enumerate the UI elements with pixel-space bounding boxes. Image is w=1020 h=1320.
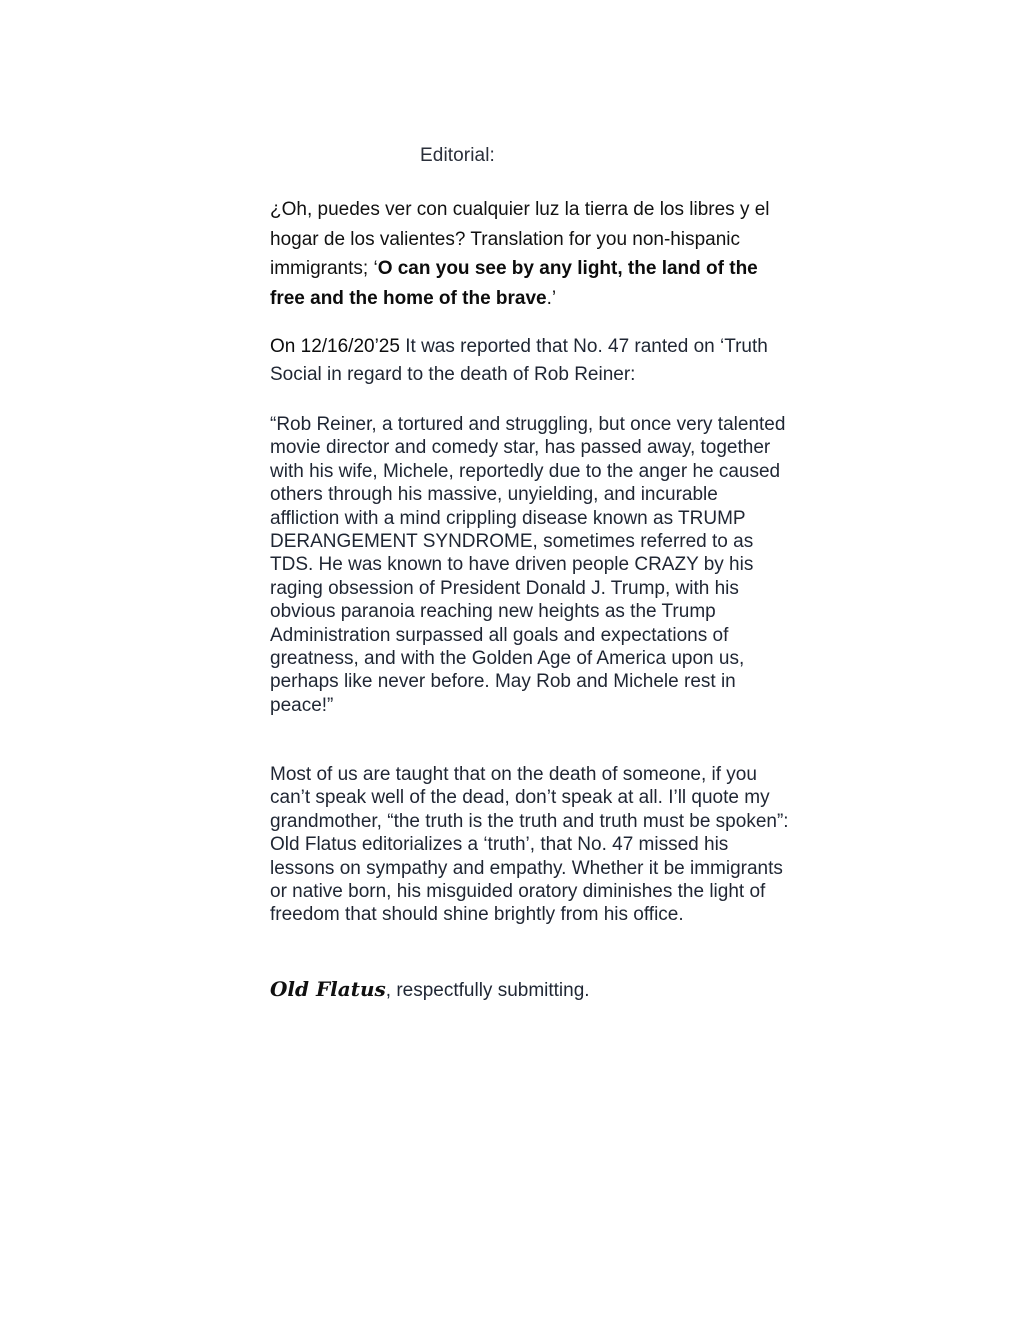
anthem-closing-quote: .’ [546,287,557,309]
editorial-heading: Editorial: [420,145,495,166]
signoff-text: , respectfully submitting. [385,980,590,1001]
anthem-english-bold: O can you see by any light, the land of the free and the home of the brave [270,258,758,309]
author-signature: Old Flatus [270,977,386,1001]
report-paragraph [270,333,790,389]
signoff-line [270,974,790,1006]
report-date: On 12/16/20’25 [270,336,400,357]
closing-paragraph: Most of us are taught that on the death of someone, if you can’t speak well of the dead, don’t speak at all. I’ll quote my grandmother, “the truth is the truth and truth must be spoken”: Old Flatus editorializes a ‘truth’, that No. 47 missed his lessons on sympathy and empathy. Whether it be immigrants or native born, his misguided oratory diminishes the light of freedom that should shine brightly from his office. [270,764,789,926]
translation-lead: Translation for you non-hispanic immigrants; ‘ [270,228,741,279]
report-text: It was reported that No. 47 ranted on ‘Truth Social in regard to the death of Rob Reiner: [270,336,768,385]
spanish-anthem-line: ¿Oh, puedes ver con cualquier luz la tierra de los libres y el hogar de los valientes? [270,199,770,250]
quoted-post-paragraph: “Rob Reiner, a tortured and struggling, but once very talented movie director and comedy star, has passed away, together with his wife, Michele, reportedly due to the anger he caused others through his massive, unyielding, and incurable affliction with a mind crippling disease known as TRUMP DERANGEMENT SYNDROME, sometimes referred to as TDS. He was known to have driven people CRAZY by his raging obsession of President Donald J. Trump, with his obvious paranoia reaching new heights as the Trump Administration surpassed all goals and expectations of greatness, and with the Golden Age of America upon us, perhaps like never before. May Rob and Michele rest in peace!” [270,414,786,716]
intro-paragraph [270,195,790,313]
